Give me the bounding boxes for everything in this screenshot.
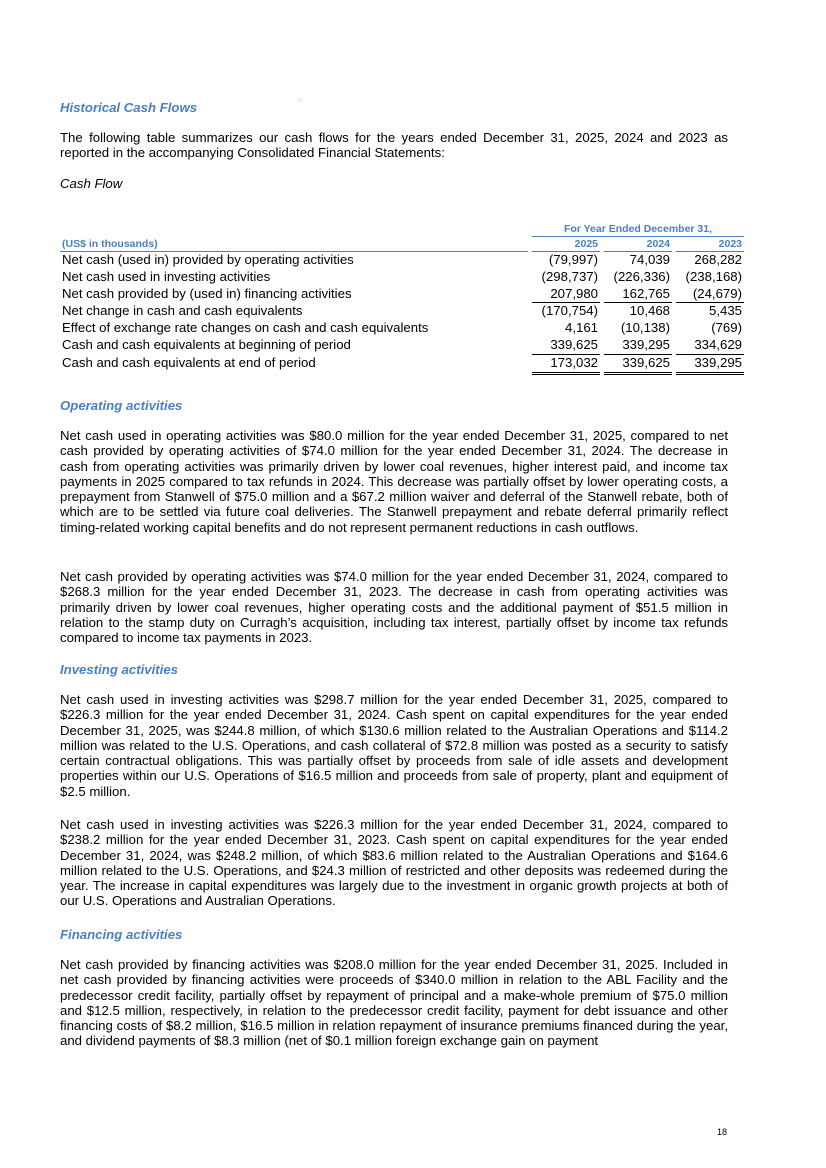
- row-label: Cash and cash equivalents at beginning of period: [62, 337, 351, 353]
- table-header-row: [60, 237, 744, 252]
- row-value-2023: (769): [711, 320, 742, 336]
- row-value-2025: 4,161: [564, 320, 598, 336]
- table-caption: Cash Flow: [60, 176, 123, 191]
- page-number: 18: [717, 1127, 728, 1137]
- historical-section: [60, 100, 197, 115]
- financing-paragraph-1: Net cash provided by financing activities was $208.0 million for the year ended December 31, 2025. Included in net cash provided by financing activities were proceeds of $340.0 million in relation to the ABL Facility and the predecessor credit facility, partially offset by repayment of principal and a make-whole premium of $75.0 million and $12.5 million, respectively, in relation to the predecessor credit facility, payment for debt issuance and other financing costs of $8.2 million, $16.5 million in relation repayment of insurance premiums financed during the year, and dividend payments of $8.3 million (net of $0.1 million foreign exchange gain on payment: [60, 957, 728, 1049]
- table-row: [60, 252, 744, 269]
- operating-paragraph-2: Net cash provided by operating activities was $74.0 million for the year ended December 31, 2024, compared to $268.3 million for the year ended December 31, 2023. The decrease in cash from operating activities was primarily driven by lower coal revenues, higher operating costs and the additional payment of $51.5 million in relation to the stamp duty on Curragh’s acquisition, including tax interest, partially offset by income tax refunds compared to income tax payments in 2023.: [60, 569, 728, 646]
- row-value-2025: (298,737): [541, 268, 598, 284]
- year-header-2025: 2025: [532, 237, 600, 252]
- row-value-2024: 10,468: [629, 303, 670, 319]
- row-value-2023: (24,679): [676, 286, 744, 303]
- row-value-2024: 162,765: [604, 286, 672, 303]
- investing-paragraph-2: Net cash used in investing activities was $226.3 million for the year ended December 31, 2024, compared to $238.2 million for the year ended December 31, 2023. Cash spent on capital expenditures for the year ended December 31, 2024, was $248.2 million, of which $83.6 million related to the Australian Operations and $164.6 million related to the U.S. Operations, and $24.3 million of restricted and other deposits was redeemed during the year. The increase in capital expenditures was largely due to the investment in organic growth projects at both of our U.S. Operations and Australian Operations.: [60, 817, 728, 909]
- operating-activities-heading: Operating activities: [60, 398, 183, 413]
- row-value-2025: (170,754): [541, 303, 598, 319]
- investing-paragraph-1: Net cash used in investing activities was $298.7 million for the year ended December 31, 2025, compared to $226.3 million for the year ended December 31, 2024. Cash spent on capital expenditures for the year ended December 31, 2025, was $244.8 million, of which $130.6 million related to the Australian Operations and $114.2 million was related to the U.S. Operations, and cash collateral of $72.8 million was posted as a security to satisfy certain contractual obligations. This was partially offset by proceeds from sale of idle assets and development properties within our U.S. Operations of $16.5 million and proceeds from sale of property, plant and equipment of $2.5 million.: [60, 692, 728, 799]
- stray-dot: [300, 99, 301, 100]
- cash-flow-table: [60, 222, 744, 375]
- table-row: [60, 269, 744, 286]
- investing-activities-heading: Investing activities: [60, 662, 178, 677]
- row-value-2023: 334,629: [676, 337, 744, 354]
- row-value-2024: (226,336): [613, 268, 670, 284]
- row-value-2025: 339,625: [532, 337, 600, 354]
- row-value-2023: (238,168): [685, 268, 742, 284]
- table-row: [60, 337, 744, 354]
- row-label: Net cash used in investing activities: [62, 268, 271, 284]
- row-value-2025: (79,997): [548, 252, 598, 267]
- table-row: [60, 320, 744, 337]
- historical-cash-flows-heading: Historical Cash Flows: [60, 100, 198, 115]
- year-span-header: For Year Ended December 31,: [532, 222, 744, 237]
- year-header-2024: 2024: [604, 237, 672, 252]
- row-value-2024: 339,625: [604, 354, 672, 373]
- table-row: [60, 303, 744, 320]
- table-row: [60, 286, 744, 303]
- operating-paragraph-1: Net cash used in operating activities was $80.0 million for the year ended December 31, 2025, compared to net cash provided by operating activities of $74.0 million for the year ended December 31, 2024. The decrease in cash from operating activities was primarily driven by lower coal revenues, higher interest paid, and income tax payments in 2025 compared to tax refunds in 2024. This decrease was partially offset by lower operating costs, a prepayment from Stanwell of $75.0 million and a $67.2 million waiver and deferral of the Stanwell rebate, both of which are to be settled via future coal deliveries. The Stanwell prepayment and rebate deferral primarily reflect timing-related working capital benefits and do not represent permanent reductions in cash outflows.: [60, 428, 728, 535]
- row-value-2024: (10,138): [620, 320, 670, 336]
- row-value-2023: 339,295: [676, 354, 744, 373]
- table-row: [60, 354, 744, 373]
- financing-activities-heading: Financing activities: [60, 927, 183, 942]
- row-label: Effect of exchange rate changes on cash and cash equivalents: [62, 320, 429, 336]
- row-value-2023: 268,282: [694, 252, 742, 267]
- row-label: Net change in cash and cash equivalents: [62, 303, 303, 319]
- row-value-2023: 5,435: [708, 303, 742, 319]
- row-label: Net cash (used in) provided by operating activities: [62, 252, 354, 267]
- year-header-2023: 2023: [676, 237, 744, 252]
- row-label: Cash and cash equivalents at end of period: [62, 355, 316, 371]
- cash-flow-table-wrap: [60, 222, 744, 375]
- units-label: (US$ in thousands): [60, 237, 528, 252]
- historical-intro-paragraph: The following table summarizes our cash flows for the years ended December 31, 2025, 2024 and 2023 as reported in the accompanying Consolidated Financial Statements:: [60, 130, 728, 161]
- row-value-2025: 173,032: [532, 354, 600, 373]
- row-value-2024: 339,295: [604, 337, 672, 354]
- table-body: [60, 252, 744, 374]
- row-value-2024: 74,039: [629, 252, 670, 267]
- table-header-row-top: [60, 222, 744, 237]
- row-label: Net cash provided by (used in) financing activities: [62, 285, 352, 301]
- row-value-2025: 207,980: [532, 286, 600, 303]
